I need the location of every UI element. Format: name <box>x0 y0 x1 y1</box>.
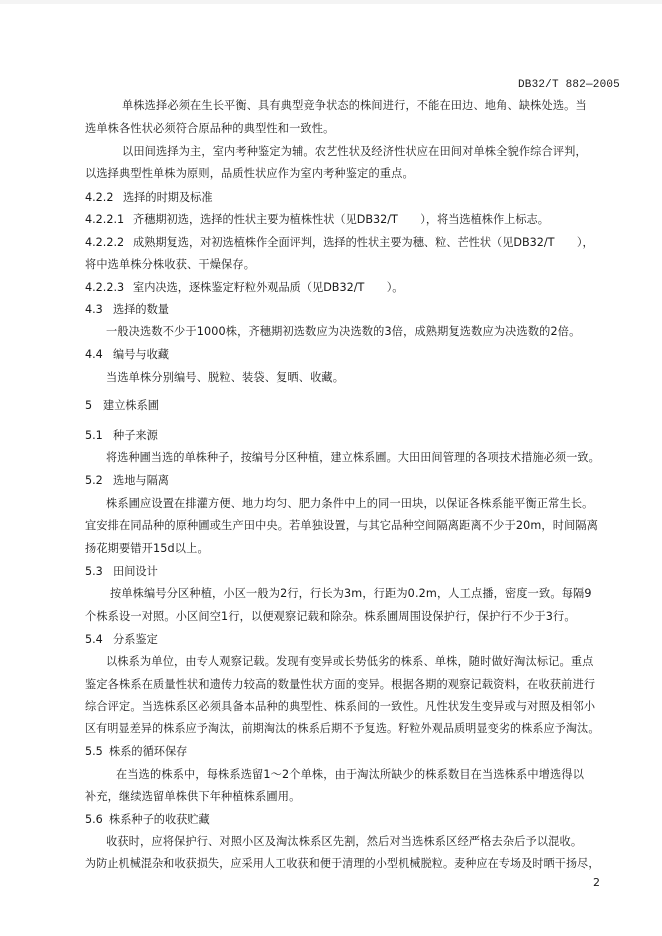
clause <box>85 236 594 250</box>
clause-number: 4.2.2.2 <box>85 236 125 249</box>
clause <box>85 213 549 227</box>
paragraph-line: 鉴定各株系在质量性状和遗传力较高的数量性状方面的变异。根据各期的观察记载资料，在收获前进行 <box>85 678 596 691</box>
section-number: 5.5 <box>85 745 103 758</box>
paragraph-line: 一般决选数不少于1000株，齐穗期初选数应为决选数的3倍，成熟期复选数应为决选数的2倍。 <box>106 325 581 338</box>
section-title: 编号与收藏 <box>113 348 169 361</box>
section-title: 分系鉴定 <box>113 633 158 646</box>
paragraph-line: 在当选的株系中，每株系选留1～2个单株，由于淘汰所缺少的株系数目在当选株系中增选得以 <box>116 768 585 781</box>
clause-text: 成熟期复选，对初选植株作全面评判，选择的性状主要为穗、粒、芒性状（见DB32/T ）， <box>133 236 594 249</box>
section-number: 5.2 <box>85 474 103 487</box>
section-heading <box>85 348 169 362</box>
paragraph-line: 个株系设一对照。小区间空1行，以便观察记载和除杂。株系圃周围设保护行，保护行不少于3行。 <box>85 610 576 623</box>
clause <box>85 281 403 295</box>
document-code: DB32/T 882—2005 <box>517 79 620 91</box>
section-heading <box>85 191 213 205</box>
clause-number: 4.2.2.1 <box>85 213 125 226</box>
paragraph-line: 以株系为单位，由专人观察记载。发现有变异或长势低劣的株系、单株，随时做好淘汰标记。重点 <box>106 655 594 668</box>
paragraph-line: 宜安排在同品种的原种圃或生产田中央。若单独设置，与其它品种空间隔离距离不少于20m，时间隔离 <box>85 519 599 532</box>
section-number: 5.6 <box>85 813 103 826</box>
paragraph-line: 为防止机械混杂和收获损失，应采用人工收获和便于清理的小型机械脱粒。麦种应在专场及时晒干扬尽， <box>85 857 600 870</box>
paragraph-line: 以选择典型性单株为原则，品质性状应作为室内考种鉴定的重点。 <box>85 167 414 180</box>
section-title: 选择的数量 <box>113 303 169 316</box>
section-title: 种子来源 <box>113 429 158 442</box>
section-heading <box>85 303 169 317</box>
paragraph-line: 单株选择必须在生长平衡、具有典型竞争状态的株间进行，不能在田边、地角、缺株处选。当 <box>122 99 587 112</box>
section-number: 5.1 <box>85 429 103 442</box>
section-number: 5.4 <box>85 633 103 646</box>
section-title: 田间设计 <box>113 565 158 578</box>
clause-number: 4.2.2.3 <box>85 281 125 294</box>
section-title: 株系的循环保存 <box>109 745 188 758</box>
paragraph-line: 综合评定。当选株系区必须具备本品种的典型性、株系间的一致性。凡性状发生变异或与对照及相邻小 <box>85 700 596 713</box>
paragraph-line: 将中选单株分株收获、干燥保存。 <box>85 258 256 271</box>
paragraph-line: 当选单株分别编号、脱粒、装袋、复晒、收藏。 <box>106 371 345 384</box>
page-number: 2 <box>593 876 600 889</box>
chapter-heading <box>85 399 159 413</box>
top-edge <box>0 0 662 4</box>
section-number: 4.2.2 <box>85 191 114 204</box>
paragraph-line: 以田间选择为主，室内考种鉴定为辅。农艺性状及经济性状应在田间对单株全貌作综合评判， <box>122 145 587 158</box>
chapter-number: 5 <box>85 399 93 412</box>
paragraph-line: 扬花期要错开15d以上。 <box>85 542 209 555</box>
section-heading <box>85 745 187 759</box>
paragraph-line: 收获时，应将保护行、对照小区及淘汰株系区先割，然后对当选株系区经严格去杂后予以混收。 <box>106 835 583 848</box>
section-heading <box>85 474 169 488</box>
paragraph-line: 按单株编号分区种植，小区一般为2行，行长为3m，行距为0.2m，人工点播，密度一致。每隔9 <box>110 587 592 600</box>
section-number: 4.3 <box>85 303 103 316</box>
clause-text: 室内决选，逐株鉴定籽粒外观品质（见DB32/T ）。 <box>133 281 404 294</box>
section-title: 选地与隔离 <box>113 474 169 487</box>
section-heading <box>85 565 158 579</box>
section-heading <box>85 633 158 647</box>
paragraph-line: 株系圃应设置在排灌方便、地力均匀、肥力条件中上的同一田块，以保证各株系能平衡正常生长。 <box>106 497 594 510</box>
chapter-title: 建立株系圃 <box>103 399 159 412</box>
section-title: 选择的时期及标准 <box>123 191 213 204</box>
section-number: 5.3 <box>85 565 103 578</box>
paragraph-line: 补充，继续选留单株供下年种植株系圃用。 <box>85 790 301 803</box>
paragraph-line: 将选种圃当选的单株种子，按编号分区种植，建立株系圃。大田田间管理的各项技术措施必须一致。 <box>106 451 600 464</box>
section-heading <box>85 429 158 443</box>
paragraph-line: 选单株各性状必须符合原品种的典型性和一致性。 <box>85 122 335 135</box>
section-title: 株系种子的收获贮藏 <box>109 813 210 826</box>
section-number: 4.4 <box>85 348 103 361</box>
paragraph-line: 区有明显差异的株系应予淘汰，前期淘汰的株系后期不予复选。籽粒外观品质明显变劣的株系应予淘汰。 <box>85 722 600 735</box>
clause-text: 齐穗期初选，选择的性状主要为植株性状（见DB32/T ），将当选植株作上标志。 <box>133 213 549 226</box>
section-heading <box>85 813 210 827</box>
